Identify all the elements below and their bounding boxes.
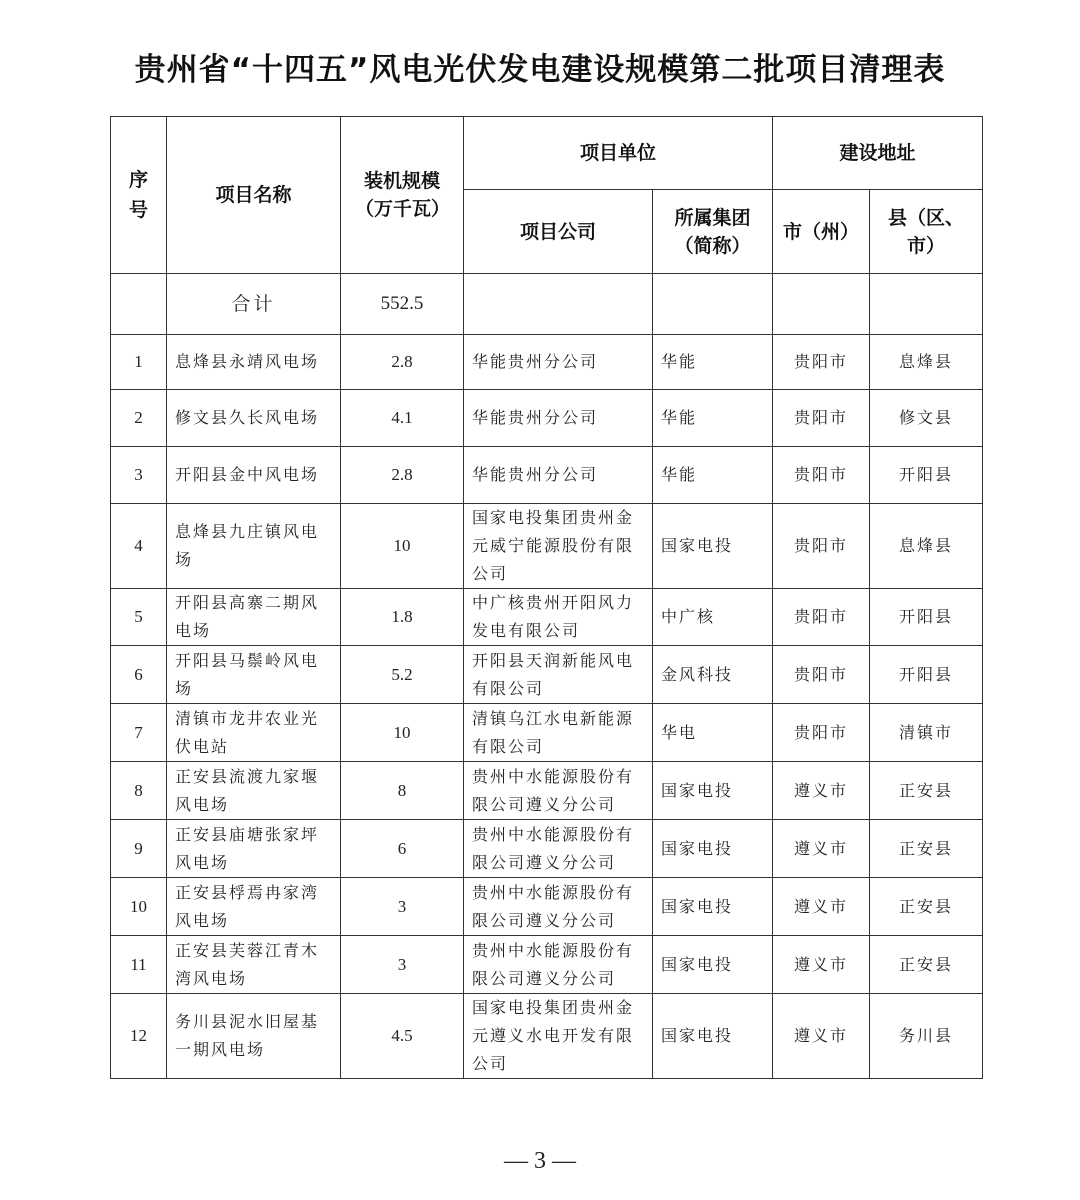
- table-row: [111, 704, 983, 762]
- row-capacity: 2.8: [341, 335, 464, 390]
- header-group: 所属集团（简称）: [653, 190, 773, 274]
- row-capacity: 6: [341, 820, 464, 878]
- table-row: [111, 646, 983, 704]
- row-city: 遵义市: [773, 878, 870, 936]
- row-city: 贵阳市: [773, 589, 870, 646]
- total-empty-city: [773, 274, 870, 335]
- table-row: [111, 447, 983, 504]
- row-capacity: 2.8: [341, 447, 464, 504]
- row-county: 正安县: [870, 878, 983, 936]
- row-city: 遵义市: [773, 936, 870, 994]
- row-company: 贵州中水能源股份有限公司遵义分公司: [464, 762, 653, 820]
- total-value: 552.5: [341, 274, 464, 335]
- row-project-name: 开阳县高寨二期风电场: [167, 589, 341, 646]
- row-capacity: 8: [341, 762, 464, 820]
- row-project-name: 开阳县马鬃岭风电场: [167, 646, 341, 704]
- row-company: 清镇乌江水电新能源有限公司: [464, 704, 653, 762]
- row-project-name: 息烽县九庄镇风电场: [167, 504, 341, 589]
- header-row-top: [111, 117, 983, 190]
- row-capacity: 1.8: [341, 589, 464, 646]
- row-county: 开阳县: [870, 646, 983, 704]
- header-county: 县（区、市）: [870, 190, 983, 274]
- row-project-name: 开阳县金中风电场: [167, 447, 341, 504]
- page-number: — 3 —: [504, 1148, 576, 1174]
- row-city: 遵义市: [773, 762, 870, 820]
- row-group: 国家电投: [653, 504, 773, 589]
- row-index: 12: [111, 994, 167, 1079]
- row-index: 8: [111, 762, 167, 820]
- project-table: [110, 116, 983, 1079]
- row-city: 遵义市: [773, 994, 870, 1079]
- row-company: 华能贵州分公司: [464, 447, 653, 504]
- total-empty-group: [653, 274, 773, 335]
- table-row: [111, 820, 983, 878]
- table-row: [111, 390, 983, 447]
- row-group: 中广核: [653, 589, 773, 646]
- header-name: 项目名称: [167, 117, 341, 274]
- row-index: 3: [111, 447, 167, 504]
- row-company: 华能贵州分公司: [464, 335, 653, 390]
- row-group: 国家电投: [653, 994, 773, 1079]
- row-capacity: 4.1: [341, 390, 464, 447]
- row-city: 贵阳市: [773, 646, 870, 704]
- table-row: [111, 335, 983, 390]
- total-empty-company: [464, 274, 653, 335]
- total-label: 合计: [167, 274, 341, 335]
- row-county: 息烽县: [870, 504, 983, 589]
- row-index: 7: [111, 704, 167, 762]
- header-company: 项目公司: [464, 190, 653, 274]
- table-row: [111, 936, 983, 994]
- row-capacity: 10: [341, 704, 464, 762]
- row-index: 1: [111, 335, 167, 390]
- row-capacity: 3: [341, 878, 464, 936]
- row-project-name: 正安县庙塘张家坪风电场: [167, 820, 341, 878]
- row-county: 修文县: [870, 390, 983, 447]
- row-project-name: 务川县泥水旧屋基一期风电场: [167, 994, 341, 1079]
- row-city: 贵阳市: [773, 504, 870, 589]
- row-company: 贵州中水能源股份有限公司遵义分公司: [464, 936, 653, 994]
- row-county: 清镇市: [870, 704, 983, 762]
- page-title: 贵州省“十四五”风电光伏发电建设规模第二批项目清理表: [134, 52, 946, 88]
- row-project-name: 正安县桴焉冉家湾风电场: [167, 878, 341, 936]
- row-capacity: 5.2: [341, 646, 464, 704]
- row-company: 中广核贵州开阳风力发电有限公司: [464, 589, 653, 646]
- row-county: 正安县: [870, 762, 983, 820]
- row-city: 贵阳市: [773, 390, 870, 447]
- total-empty-index: [111, 274, 167, 335]
- row-county: 开阳县: [870, 447, 983, 504]
- header-unit-group: 项目单位: [464, 117, 773, 190]
- row-project-name: 清镇市龙井农业光伏电站: [167, 704, 341, 762]
- row-county: 务川县: [870, 994, 983, 1079]
- row-company: 开阳县天润新能风电有限公司: [464, 646, 653, 704]
- total-row: [111, 274, 983, 335]
- row-group: 华电: [653, 704, 773, 762]
- row-city: 贵阳市: [773, 335, 870, 390]
- table-row: [111, 504, 983, 589]
- row-company: 贵州中水能源股份有限公司遵义分公司: [464, 820, 653, 878]
- row-group: 国家电投: [653, 820, 773, 878]
- row-group: 华能: [653, 390, 773, 447]
- row-index: 6: [111, 646, 167, 704]
- header-city: 市（州）: [773, 190, 870, 274]
- row-group: 华能: [653, 335, 773, 390]
- row-city: 遵义市: [773, 820, 870, 878]
- row-index: 4: [111, 504, 167, 589]
- row-group: 国家电投: [653, 878, 773, 936]
- row-project-name: 修文县久长风电场: [167, 390, 341, 447]
- row-city: 贵阳市: [773, 704, 870, 762]
- header-location-group: 建设地址: [773, 117, 983, 190]
- row-index: 11: [111, 936, 167, 994]
- row-county: 正安县: [870, 820, 983, 878]
- row-index: 5: [111, 589, 167, 646]
- row-group: 国家电投: [653, 936, 773, 994]
- row-city: 贵阳市: [773, 447, 870, 504]
- row-company: 国家电投集团贵州金元遵义水电开发有限公司: [464, 994, 653, 1079]
- row-group: 华能: [653, 447, 773, 504]
- row-project-name: 息烽县永靖风电场: [167, 335, 341, 390]
- row-county: 开阳县: [870, 589, 983, 646]
- row-project-name: 正安县流渡九家堰风电场: [167, 762, 341, 820]
- header-capacity: 装机规模（万千瓦）: [341, 117, 464, 274]
- table-row: [111, 589, 983, 646]
- row-group: 国家电投: [653, 762, 773, 820]
- row-company: 华能贵州分公司: [464, 390, 653, 447]
- table-row: [111, 878, 983, 936]
- row-county: 正安县: [870, 936, 983, 994]
- row-index: 9: [111, 820, 167, 878]
- row-capacity: 3: [341, 936, 464, 994]
- row-capacity: 10: [341, 504, 464, 589]
- table-row: [111, 994, 983, 1079]
- row-index: 2: [111, 390, 167, 447]
- row-company: 国家电投集团贵州金元威宁能源股份有限公司: [464, 504, 653, 589]
- row-project-name: 正安县芙蓉江青木湾风电场: [167, 936, 341, 994]
- row-capacity: 4.5: [341, 994, 464, 1079]
- header-index: 序号: [111, 117, 167, 274]
- table-row: [111, 762, 983, 820]
- row-county: 息烽县: [870, 335, 983, 390]
- total-empty-county: [870, 274, 983, 335]
- row-group: 金风科技: [653, 646, 773, 704]
- row-index: 10: [111, 878, 167, 936]
- row-company: 贵州中水能源股份有限公司遵义分公司: [464, 878, 653, 936]
